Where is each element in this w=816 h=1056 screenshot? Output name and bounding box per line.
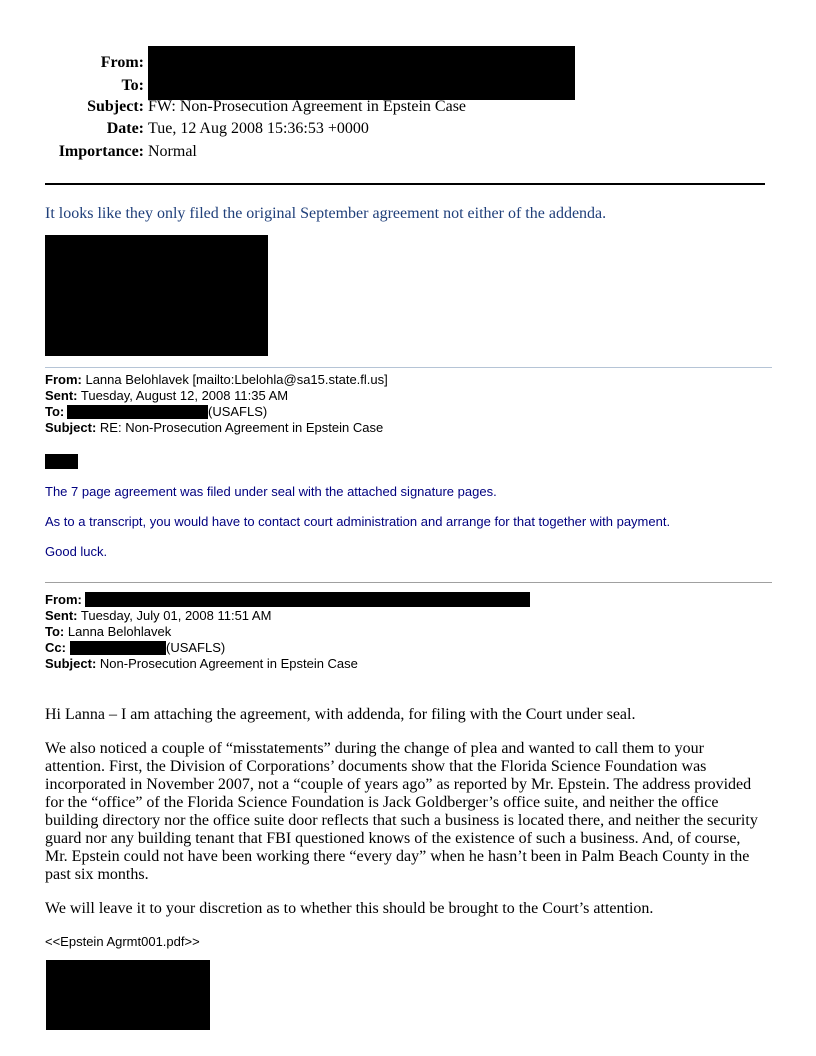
subject-value: FW: Non-Prosecution Agreement in Epstein Case <box>148 98 467 115</box>
reply1-sent-label: Sent: <box>45 388 78 403</box>
reply1-line-2: As to a transcript, you would have to contact court administration and arrange for that together with payment. <box>45 514 671 529</box>
reply1-sent-value: Tuesday, August 12, 2008 11:35 AM <box>80 388 289 403</box>
reply2-cc <box>45 640 66 656</box>
reply1-from-value: Lanna Belohlavek [mailto:Lbelohla@sa15.state.fl.us] <box>85 372 388 387</box>
reply-divider <box>45 367 772 368</box>
redaction-salutation <box>45 454 78 469</box>
redaction-reply1-to <box>67 405 208 419</box>
reply2-paragraph-2: We also noticed a couple of “misstatements” during the change of plea and wanted to call them to your attention. First, the Division of Corporations’ documents show that the Florida Science Foundation was incorporated in November 2007, not a “couple of years ago” as reported by Mr. Epstein. The address provided for the “office” of the Florida Science Foundation is Jack Goldberger’s office suite, and neither the office building directory nor the office suite door reflects that such a business is located there, and neither the security guard nor any building tenant that FBI questioned knows of the existence of such a business. And, of course, Mr. Epstein could not have been working there “every day” when he hasn’t been in Palm Beach County in the past six months. <box>45 740 758 883</box>
reply1-subject-label: Subject: <box>45 420 97 435</box>
header-divider <box>45 183 765 185</box>
importance-value: Normal <box>148 143 197 160</box>
from-label: From: <box>100 54 144 71</box>
redaction-closing-signature <box>46 960 210 1030</box>
reply1-to <box>45 404 64 420</box>
redaction-reply2-from <box>85 592 530 607</box>
to-label: To: <box>121 77 144 94</box>
reply2-divider <box>45 582 772 583</box>
reply2-cc-label: Cc: <box>45 640 66 655</box>
reply1-to-label: To: <box>45 404 65 419</box>
reply1-sent <box>45 388 288 404</box>
redaction-reply2-cc <box>70 641 166 655</box>
top-message: It looks like they only filed the original September agreement not either of the addenda. <box>45 205 607 222</box>
reply2-to <box>45 624 171 640</box>
reply2-subject-label: Subject: <box>45 656 97 671</box>
reply2-paragraph-1: Hi Lanna – I am attaching the agreement, with addenda, for filing with the Court under seal. <box>45 706 636 723</box>
subject-label: Subject: <box>87 98 144 115</box>
reply1-from-label: From: <box>45 372 82 387</box>
redaction-signature-block <box>45 235 268 356</box>
reply1-subject-value: RE: Non-Prosecution Agreement in Epstein Case <box>99 420 384 435</box>
reply1-line-3: Good luck. <box>45 544 108 559</box>
reply2-from <box>45 592 82 608</box>
reply2-paragraph-3: We will leave it to your discretion as to whether this should be brought to the Court’s attention. <box>45 900 654 917</box>
reply2-subject <box>45 656 358 672</box>
reply2-sent-label: Sent: <box>45 608 78 623</box>
attachment-link[interactable]: <<Epstein Agrmt001.pdf>> <box>45 934 200 949</box>
reply2-to-value: Lanna Belohlavek <box>67 624 172 639</box>
reply1-subject <box>45 420 383 436</box>
reply2-subject-value: Non-Prosecution Agreement in Epstein Case <box>99 656 358 671</box>
reply2-sent <box>45 608 271 624</box>
reply2-sent-value: Tuesday, July 01, 2008 11:51 AM <box>80 608 272 623</box>
redaction-header-from-to <box>148 46 575 100</box>
importance-label: Importance: <box>58 143 144 160</box>
reply1-to-suffix: (USAFLS) <box>208 404 268 419</box>
reply1-line-1: The 7 page agreement was filed under seal with the attached signature pages. <box>45 484 497 499</box>
reply1-from <box>45 372 388 388</box>
reply2-to-label: To: <box>45 624 65 639</box>
reply2-from-label: From: <box>45 592 82 607</box>
date-value: Tue, 12 Aug 2008 15:36:53 +0000 <box>148 120 369 137</box>
date-label: Date: <box>106 120 144 137</box>
reply2-cc-suffix: (USAFLS) <box>166 640 226 655</box>
